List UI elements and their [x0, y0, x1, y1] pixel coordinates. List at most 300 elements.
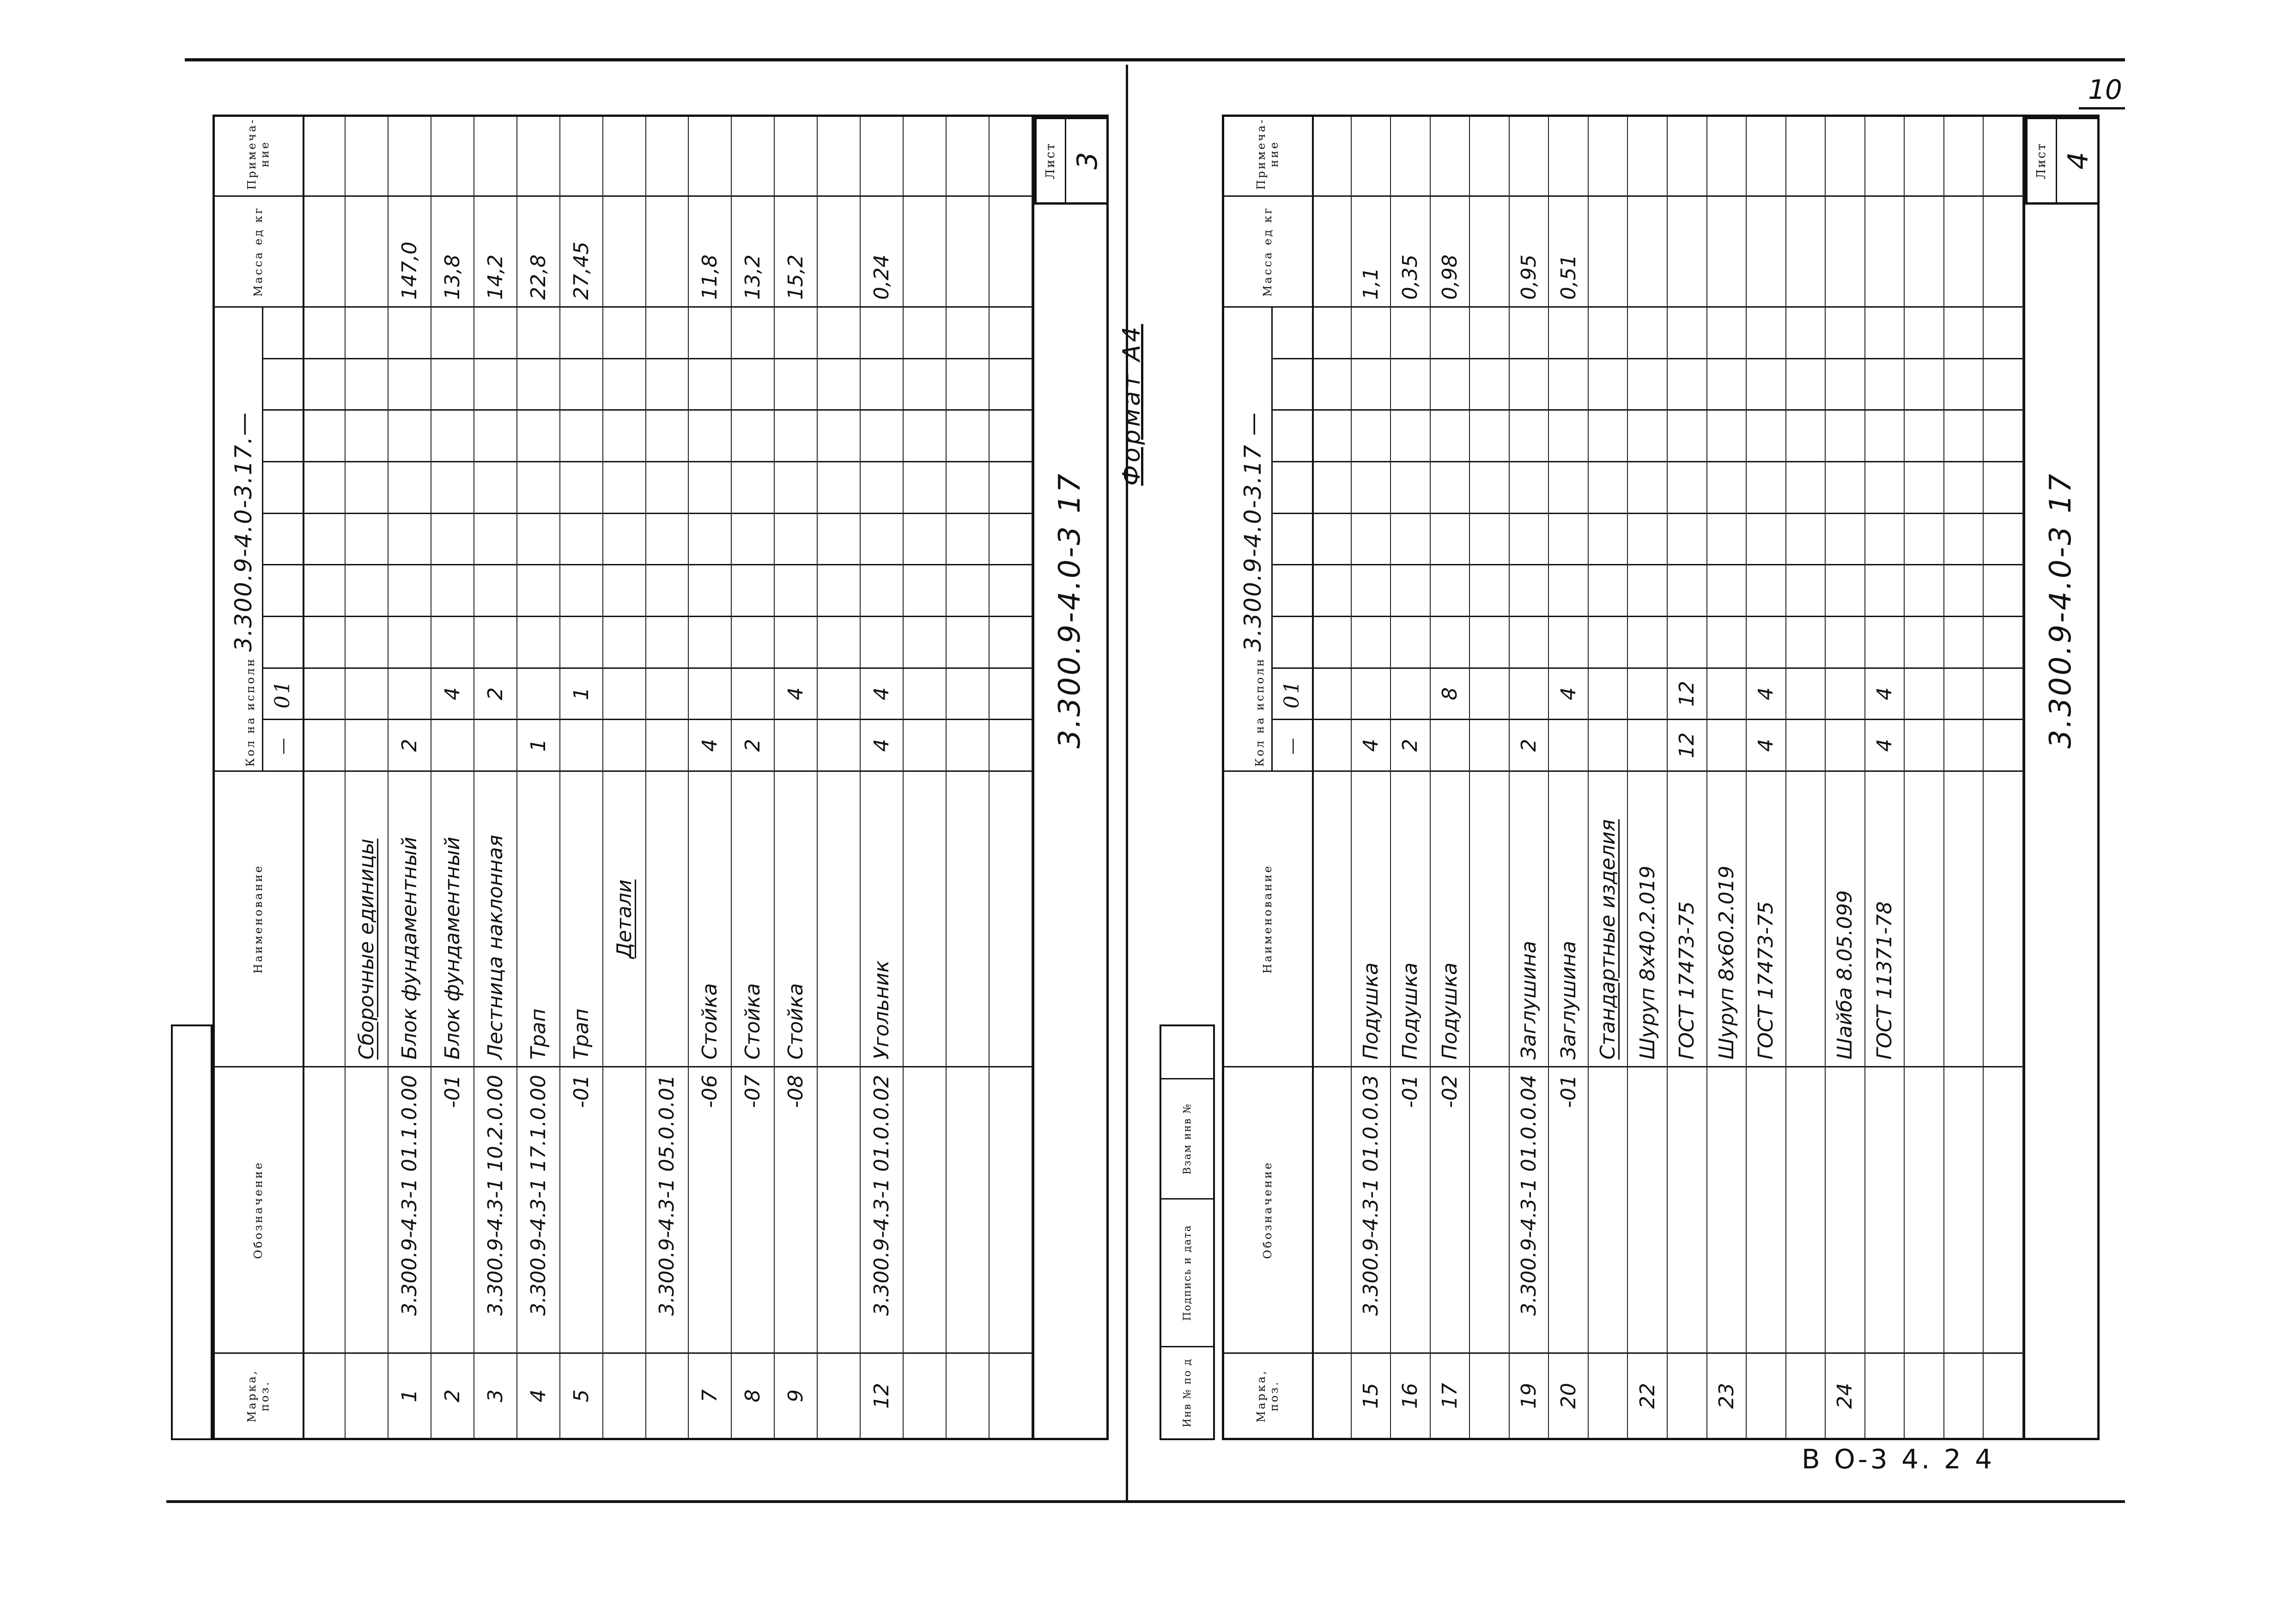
quantity-cell: [1905, 564, 1943, 616]
quantity-cell: [1391, 306, 1430, 358]
top-scan-edge: [185, 58, 2125, 61]
header-quantity-sub-3: [1273, 564, 1312, 616]
name-cell: [646, 770, 688, 1066]
quantity-cell: [1431, 719, 1469, 770]
note-cell: [1826, 115, 1864, 195]
name-cell: Подушка: [1431, 770, 1469, 1066]
quantity-cell: [1984, 667, 2022, 719]
quantity-cell: [1510, 409, 1548, 461]
right-specification-sheet: [1222, 115, 2100, 1440]
quantity-cell: [818, 306, 860, 358]
header-quantity-sub-0: —: [1273, 719, 1312, 770]
note-cell: [1786, 115, 1825, 195]
quantity-cell: [732, 409, 774, 461]
quantity-cell: [1984, 461, 2022, 513]
note-cell: [389, 115, 431, 195]
name-cell: ГОСТ 11371-78: [1865, 770, 1904, 1066]
quantity-cell: [990, 358, 1032, 410]
quantity-cell: [1549, 564, 1588, 616]
quantity-cell: 4: [1747, 719, 1785, 770]
quantity-cell: [1628, 513, 1667, 564]
designation-cell: [990, 1066, 1032, 1352]
table-row: [1707, 117, 1747, 1438]
quantity-cell: [818, 564, 860, 616]
name-cell: Сборочные единицы: [346, 770, 388, 1066]
table-row: [861, 117, 904, 1438]
quantity-cell: 4: [689, 719, 731, 770]
quantity-cell: [1312, 513, 1351, 564]
quantity-cell: [1905, 306, 1943, 358]
mass-cell: [1786, 195, 1825, 306]
quantity-cell: [1352, 358, 1390, 410]
quantity-cell: [904, 409, 946, 461]
note-cell: [1944, 115, 1983, 195]
mark-cell: [1470, 1352, 1509, 1438]
quantity-cell: [1312, 564, 1351, 616]
header-quantity-sub-6: [1273, 409, 1312, 461]
document-code: 3.300.9-4.0-3 17: [1053, 472, 1087, 749]
note-cell: [904, 115, 946, 195]
quantity-cell: [689, 461, 731, 513]
quantity-cell: [1984, 719, 2022, 770]
quantity-cell: [818, 719, 860, 770]
sheet-number-box: [1034, 117, 1109, 205]
quantity-cell: [1312, 461, 1351, 513]
mass-cell: [646, 195, 688, 306]
quantity-cell: [1589, 564, 1627, 616]
quantity-cell: [1944, 564, 1983, 616]
quantity-cell: [346, 616, 388, 667]
quantity-cell: [389, 667, 431, 719]
quantity-cell: [1628, 306, 1667, 358]
note-cell: [1865, 115, 1904, 195]
name-cell: Трап: [560, 770, 602, 1066]
quantity-cell: [389, 461, 431, 513]
mass-cell: 0,98: [1431, 195, 1469, 306]
quantity-cell: 4: [431, 667, 474, 719]
quantity-cell: [1391, 667, 1430, 719]
designation-cell: [947, 1066, 989, 1352]
quantity-cell: [1431, 513, 1469, 564]
quantity-cell: [431, 564, 474, 616]
quantity-cell: [1984, 358, 2022, 410]
mass-cell: [346, 195, 388, 306]
quantity-cell: [1391, 616, 1430, 667]
quantity-cell: [560, 358, 602, 410]
mass-cell: [1707, 195, 1746, 306]
name-cell: [1944, 770, 1983, 1066]
sheet-number: 4: [2062, 151, 2095, 170]
note-cell: [346, 115, 388, 195]
designation-cell: 3.300.9-4.3-1 01.1.0.00: [389, 1066, 431, 1352]
table-row: [1668, 117, 1707, 1438]
table-row: [775, 117, 818, 1438]
quantity-cell: [775, 409, 817, 461]
designation-cell: [904, 1066, 946, 1352]
quantity-cell: [517, 616, 559, 667]
quantity-cell: [1628, 564, 1667, 616]
mass-cell: [904, 195, 946, 306]
quantity-cell: [775, 564, 817, 616]
quantity-cell: [474, 358, 516, 410]
quantity-cell: [346, 667, 388, 719]
quantity-cell: [431, 719, 474, 770]
mass-cell: 0,95: [1510, 195, 1548, 306]
designation-cell: 3.300.9-4.3-1 01.0.0.02: [861, 1066, 903, 1352]
quantity-cell: [689, 513, 731, 564]
header-quantity-group: [1224, 306, 1312, 770]
designation-cell: [1312, 1066, 1351, 1352]
note-cell: [1391, 115, 1430, 195]
quantity-cell: [560, 461, 602, 513]
mark-cell: 23: [1707, 1352, 1746, 1438]
quantity-cell: [517, 564, 559, 616]
designation-cell: -01: [1549, 1066, 1588, 1352]
mark-cell: [1905, 1352, 1943, 1438]
quantity-cell: [303, 358, 345, 410]
designation-cell: [303, 1066, 345, 1352]
quantity-cell: [861, 358, 903, 410]
quantity-cell: [1668, 616, 1706, 667]
designation-cell: 3.300.9-4.3-1 05.0.0.01: [646, 1066, 688, 1352]
quantity-cell: [1944, 461, 1983, 513]
header-quantity-sub-2: [263, 616, 303, 667]
quantity-cell: [1628, 616, 1667, 667]
quantity-cell: [1707, 616, 1746, 667]
quantity-cell: [1628, 667, 1667, 719]
mass-cell: 15,2: [775, 195, 817, 306]
table-row: [346, 117, 389, 1438]
quantity-cell: [775, 306, 817, 358]
designation-cell: [1628, 1066, 1667, 1352]
album-code: В О-3 4. 2 4: [1802, 1443, 1995, 1475]
table-row: [1352, 117, 1391, 1438]
table-header: [215, 117, 304, 1438]
quantity-cell: [517, 409, 559, 461]
quantity-cell: [947, 564, 989, 616]
quantity-cell: [904, 513, 946, 564]
quantity-cell: [1984, 409, 2022, 461]
quantity-cell: [990, 667, 1032, 719]
header-mark: Марка, поз.: [1224, 1352, 1312, 1438]
quantity-cell: [1549, 461, 1588, 513]
mark-cell: [904, 1352, 946, 1438]
table-row: [904, 117, 947, 1438]
note-cell: [1431, 115, 1469, 195]
table-row: [431, 117, 474, 1438]
quantity-cell: [1352, 616, 1390, 667]
quantity-cell: [1826, 461, 1864, 513]
quantity-cell: [1944, 667, 1983, 719]
quantity-cell: 2: [732, 719, 774, 770]
note-cell: [1668, 115, 1706, 195]
quantity-cell: [1826, 306, 1864, 358]
quantity-cell: [1747, 358, 1785, 410]
table-row: [646, 117, 689, 1438]
quantity-cell: [1944, 719, 1983, 770]
quantity-cell: [1865, 616, 1904, 667]
quantity-cell: 1: [517, 719, 559, 770]
quantity-cell: 12: [1668, 719, 1706, 770]
quantity-cell: [474, 616, 516, 667]
name-cell: Блок фундаментный: [389, 770, 431, 1066]
quantity-cell: [1431, 358, 1469, 410]
table-row: [1747, 117, 1786, 1438]
quantity-cell: [689, 306, 731, 358]
table-row: [1391, 117, 1431, 1438]
quantity-cell: [947, 616, 989, 667]
quantity-cell: [1668, 513, 1706, 564]
header-quantity-sub-5: [1273, 461, 1312, 513]
quantity-cell: [560, 719, 602, 770]
name-cell: Лестница наклонная: [474, 770, 516, 1066]
quantity-cell: [947, 513, 989, 564]
mass-cell: [1944, 195, 1983, 306]
quantity-cell: [1944, 616, 1983, 667]
quantity-cell: [389, 616, 431, 667]
quantity-cell: [646, 719, 688, 770]
mass-cell: [818, 195, 860, 306]
name-cell: ГОСТ 17473-75: [1747, 770, 1785, 1066]
quantity-cell: 4: [861, 719, 903, 770]
mass-cell: 1,1: [1352, 195, 1390, 306]
stamp-empty: [1161, 1023, 1213, 1078]
mark-cell: [818, 1352, 860, 1438]
quantity-cell: [603, 513, 645, 564]
quantity-cell: [1747, 616, 1785, 667]
quantity-cell: [947, 667, 989, 719]
quantity-cell: [990, 616, 1032, 667]
designation-cell: [1747, 1066, 1785, 1352]
note-cell: [861, 115, 903, 195]
mark-cell: [947, 1352, 989, 1438]
quantity-cell: [732, 616, 774, 667]
quantity-cell: [1747, 306, 1785, 358]
header-quantity-sub-1: 01: [263, 667, 303, 719]
header-mark: Марка, поз.: [215, 1352, 303, 1438]
quantity-cell: [1510, 616, 1548, 667]
quantity-cell: [904, 306, 946, 358]
quantity-cell: [1747, 564, 1785, 616]
quantity-cell: 4: [1865, 667, 1904, 719]
note-cell: [732, 115, 774, 195]
quantity-cell: [990, 513, 1032, 564]
quantity-cell: [775, 358, 817, 410]
mark-cell: [1865, 1352, 1904, 1438]
name-cell: Шуруп 8х40.2.019: [1628, 770, 1667, 1066]
designation-cell: -06: [689, 1066, 731, 1352]
quantity-cell: [1707, 409, 1746, 461]
mark-cell: 22: [1628, 1352, 1667, 1438]
designation-cell: -01: [1391, 1066, 1430, 1352]
table-row: [1549, 117, 1589, 1438]
quantity-cell: [346, 306, 388, 358]
designation-cell: -01: [431, 1066, 474, 1352]
stamp-inv-number: Инв № по д: [1161, 1346, 1213, 1438]
quantity-cell: [646, 616, 688, 667]
mass-cell: [1668, 195, 1706, 306]
quantity-cell: [1549, 513, 1588, 564]
designation-cell: -02: [1431, 1066, 1469, 1352]
quantity-cell: [1707, 667, 1746, 719]
quantity-cell: [1865, 564, 1904, 616]
name-cell: [1905, 770, 1943, 1066]
quantity-cell: [689, 358, 731, 410]
approval-stamp: [1160, 1024, 1215, 1440]
quantity-cell: [1786, 564, 1825, 616]
header-note: Примеча- ние: [1255, 118, 1281, 190]
mass-cell: 13,8: [431, 195, 474, 306]
quantity-cell: [1747, 461, 1785, 513]
quantity-cell: [1352, 513, 1390, 564]
note-cell: [303, 115, 345, 195]
bottom-scan-edge: [166, 1500, 2125, 1503]
quantity-cell: [646, 306, 688, 358]
mass-cell: 147,0: [389, 195, 431, 306]
designation-cell: [1984, 1066, 2022, 1352]
quantity-cell: [1826, 564, 1864, 616]
header-quantity-sub-7: [263, 358, 303, 410]
quantity-document-code: 3.300.9-4.0-3.17 —: [1239, 412, 1266, 652]
note-cell: [1707, 115, 1746, 195]
mass-cell: 27,45: [560, 195, 602, 306]
header-quantity-sub-3: [263, 564, 303, 616]
quantity-cell: [775, 719, 817, 770]
quantity-cell: [1707, 358, 1746, 410]
quantity-cell: [1944, 306, 1983, 358]
quantity-cell: [646, 667, 688, 719]
header-quantity-sub-5: [263, 461, 303, 513]
quantity-cell: 2: [389, 719, 431, 770]
quantity-cell: [1786, 719, 1825, 770]
quantity-cell: [389, 513, 431, 564]
mass-cell: 0,35: [1391, 195, 1430, 306]
quantity-cell: [1312, 306, 1351, 358]
mass-cell: [1747, 195, 1785, 306]
note-cell: [474, 115, 516, 195]
quantity-cell: [1905, 719, 1943, 770]
designation-cell: [1826, 1066, 1864, 1352]
quantity-cell: [861, 513, 903, 564]
quantity-cell: 4: [1352, 719, 1390, 770]
quantity-cell: [603, 616, 645, 667]
table-row: [818, 117, 861, 1438]
quantity-cell: [1826, 409, 1864, 461]
header-quantity-group: [215, 306, 303, 770]
table-row: [560, 117, 603, 1438]
mass-cell: [990, 195, 1032, 306]
quantity-cell: 4: [775, 667, 817, 719]
quantity-cell: [1628, 358, 1667, 410]
quantity-cell: [1352, 564, 1390, 616]
mark-cell: 8: [732, 1352, 774, 1438]
left-specification-sheet: [212, 115, 1109, 1440]
mark-cell: [646, 1352, 688, 1438]
quantity-cell: 2: [1391, 719, 1430, 770]
quantity-cell: [431, 409, 474, 461]
table-row: [689, 117, 732, 1438]
mass-cell: 11,8: [689, 195, 731, 306]
quantity-cell: [517, 306, 559, 358]
page-number-underline: [2079, 107, 2125, 109]
quantity-cell: [947, 358, 989, 410]
quantity-cell: [303, 306, 345, 358]
quantity-cell: [689, 667, 731, 719]
note-cell: [1510, 115, 1548, 195]
table-header: [1224, 117, 1314, 1438]
mass-cell: 13,2: [732, 195, 774, 306]
quantity-cell: [947, 461, 989, 513]
table-row: [389, 117, 431, 1438]
mark-cell: 3: [474, 1352, 516, 1438]
header-quantity-sub-8: [1273, 306, 1312, 358]
left-margin-strip: [171, 1024, 212, 1440]
name-cell: ГОСТ 17473-75: [1668, 770, 1706, 1066]
designation-cell: [1944, 1066, 1983, 1352]
stamp-signature-date: Подпись и дата: [1161, 1198, 1213, 1346]
quantity-cell: [346, 461, 388, 513]
note-cell: [1905, 115, 1943, 195]
header-quantity-sub-6: [263, 409, 303, 461]
quantity-cell: [431, 306, 474, 358]
quantity-cell: [1470, 461, 1509, 513]
quantity-cell: [1510, 358, 1548, 410]
quantity-cell: [560, 513, 602, 564]
quantity-cell: [1826, 667, 1864, 719]
table-row: [1944, 117, 1984, 1438]
name-cell: Трап: [517, 770, 559, 1066]
table-row: [1312, 117, 1352, 1438]
quantity-cell: [1431, 461, 1469, 513]
quantity-cell: [1786, 461, 1825, 513]
designation-cell: [818, 1066, 860, 1352]
quantity-cell: [1470, 409, 1509, 461]
table-row: [1865, 117, 1905, 1438]
quantity-cell: [1984, 306, 2022, 358]
quantity-cell: [1826, 616, 1864, 667]
quantity-cell: [1905, 667, 1943, 719]
quantity-cell: [1786, 513, 1825, 564]
note-cell: [517, 115, 559, 195]
sheet-number: 3: [1071, 151, 1104, 170]
quantity-cell: [1470, 719, 1509, 770]
quantity-cell: [1589, 461, 1627, 513]
quantity-cell: [947, 306, 989, 358]
quantity-cell: [603, 564, 645, 616]
quantity-cell: [646, 358, 688, 410]
header-quantity-sub-4: [1273, 513, 1312, 564]
mass-cell: 22,8: [517, 195, 559, 306]
quantity-cell: [1589, 667, 1627, 719]
table-row: [1431, 117, 1470, 1438]
quantity-cell: [1549, 306, 1588, 358]
quantity-cell: [1786, 667, 1825, 719]
note-cell: [1549, 115, 1588, 195]
note-cell: [990, 115, 1032, 195]
quantity-cell: [818, 461, 860, 513]
quantity-cell: [646, 409, 688, 461]
name-cell: [947, 770, 989, 1066]
mark-cell: 7: [689, 1352, 731, 1438]
quantity-cell: 4: [1747, 667, 1785, 719]
mark-cell: [346, 1352, 388, 1438]
mark-cell: 9: [775, 1352, 817, 1438]
name-cell: Блок фундаментный: [431, 770, 474, 1066]
note-cell: [947, 115, 989, 195]
quantity-cell: [431, 461, 474, 513]
quantity-cell: 1: [560, 667, 602, 719]
quantity-cell: [1352, 306, 1390, 358]
